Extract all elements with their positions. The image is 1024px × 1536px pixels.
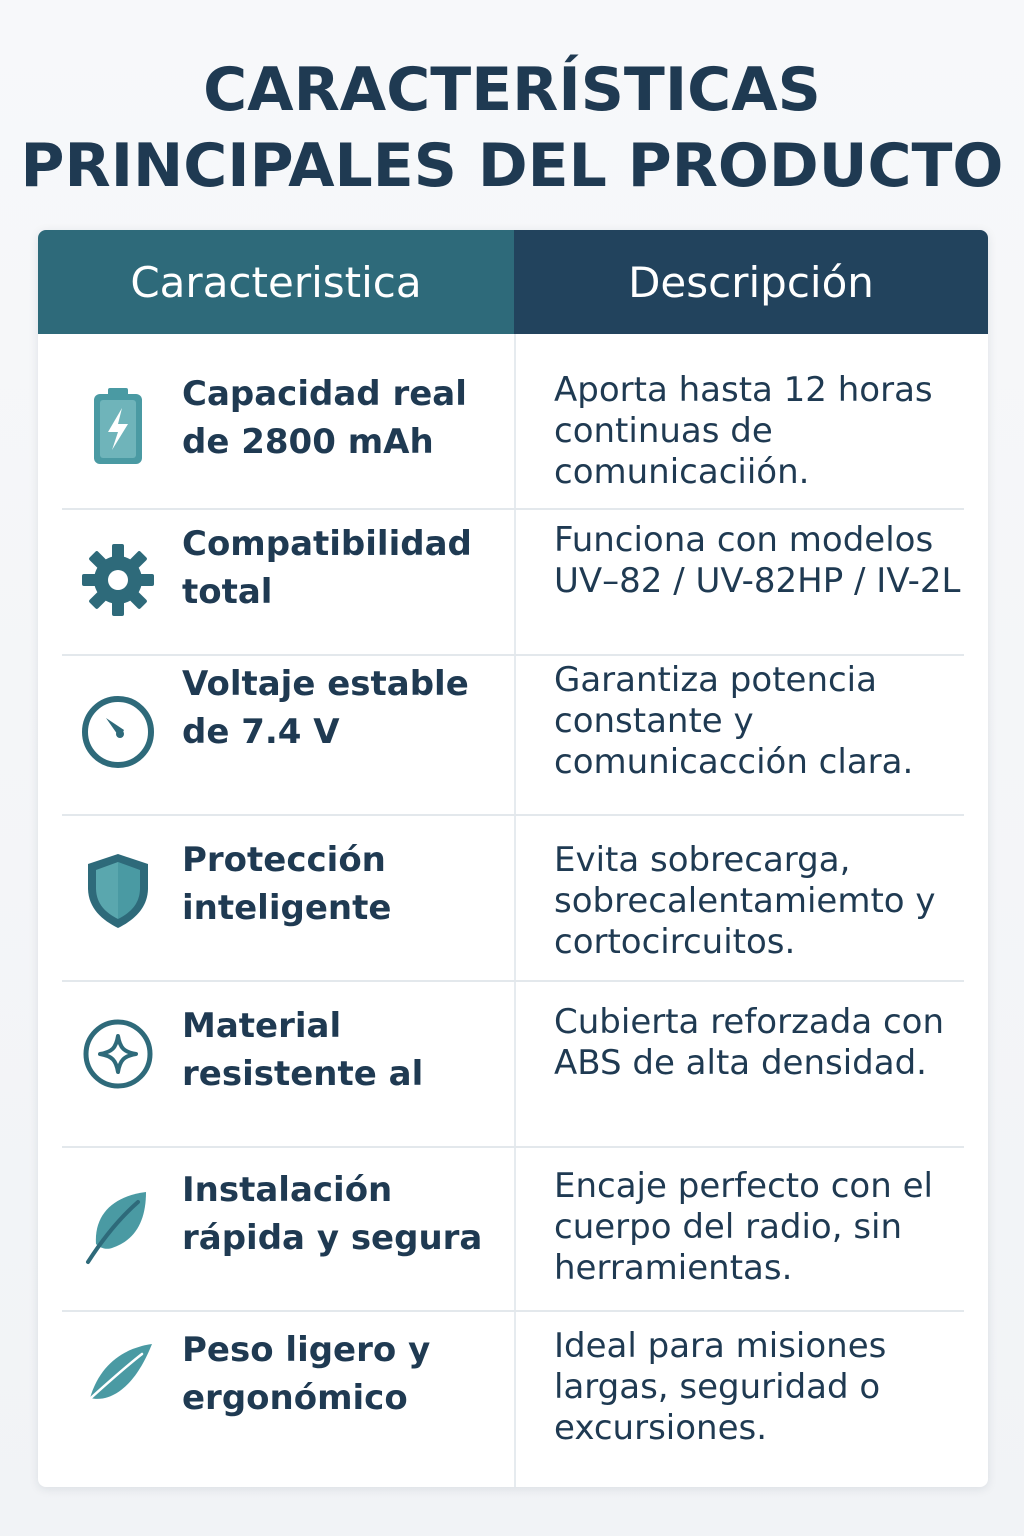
sparkle-circle-icon [78,1014,158,1094]
feature-text: Peso ligero y ergonómico [182,1330,431,1418]
description-text: Ideal para misiones largas, seguridad o excursiones. [554,1326,887,1448]
title-line-2: PRINCIPALES DEL PRODUCTO [20,131,1004,201]
feature-text: Instalación rápida y segura [182,1170,483,1258]
feature-text: Material resistente al [182,1006,424,1094]
table-row [38,1148,988,1312]
gauge-icon [78,692,158,772]
battery-icon [78,386,158,466]
leaf-icon [78,1186,158,1266]
table-row [38,334,988,510]
features-table [38,230,988,1487]
feature-text: Capacidad real de 2800 mAh [182,374,467,462]
title-line-1: CARACTERÍSTICAS [203,55,821,125]
description-text: Funciona con modelos UV–82 / UV-82HP / IV-2L [554,520,961,601]
description-text: Cubierta reforzada con ABS de alta densidad. [554,1002,945,1083]
description-text: Encaje perfecto con el cuerpo del radio, sin herramientas. [554,1166,933,1288]
feature-text: Compatibilidad total [182,524,472,612]
page-title [0,52,1024,204]
description-text: Aporta hasta 12 horas continuas de comunicaciión. [554,370,933,492]
feature-text: Protección inteligente [182,840,392,928]
feature-text: Voltaje estable de 7.4 V [182,664,469,752]
header-description: Descripción [514,230,988,334]
table-row [38,510,988,656]
table-row [38,982,988,1148]
table-row [38,656,988,816]
description-text: Evita sobrecarga, sobrecalentamiemto y cortocircuitos. [554,840,936,962]
header-feature: Caracteristica [38,230,514,334]
table-row [38,816,988,982]
gear-icon [78,540,158,620]
description-text: Garantiza potencia constante y comunicacción clara. [554,660,914,782]
shield-icon [78,850,158,930]
feather-icon [78,1336,158,1416]
table-header [38,230,988,334]
table-row [38,1312,988,1487]
